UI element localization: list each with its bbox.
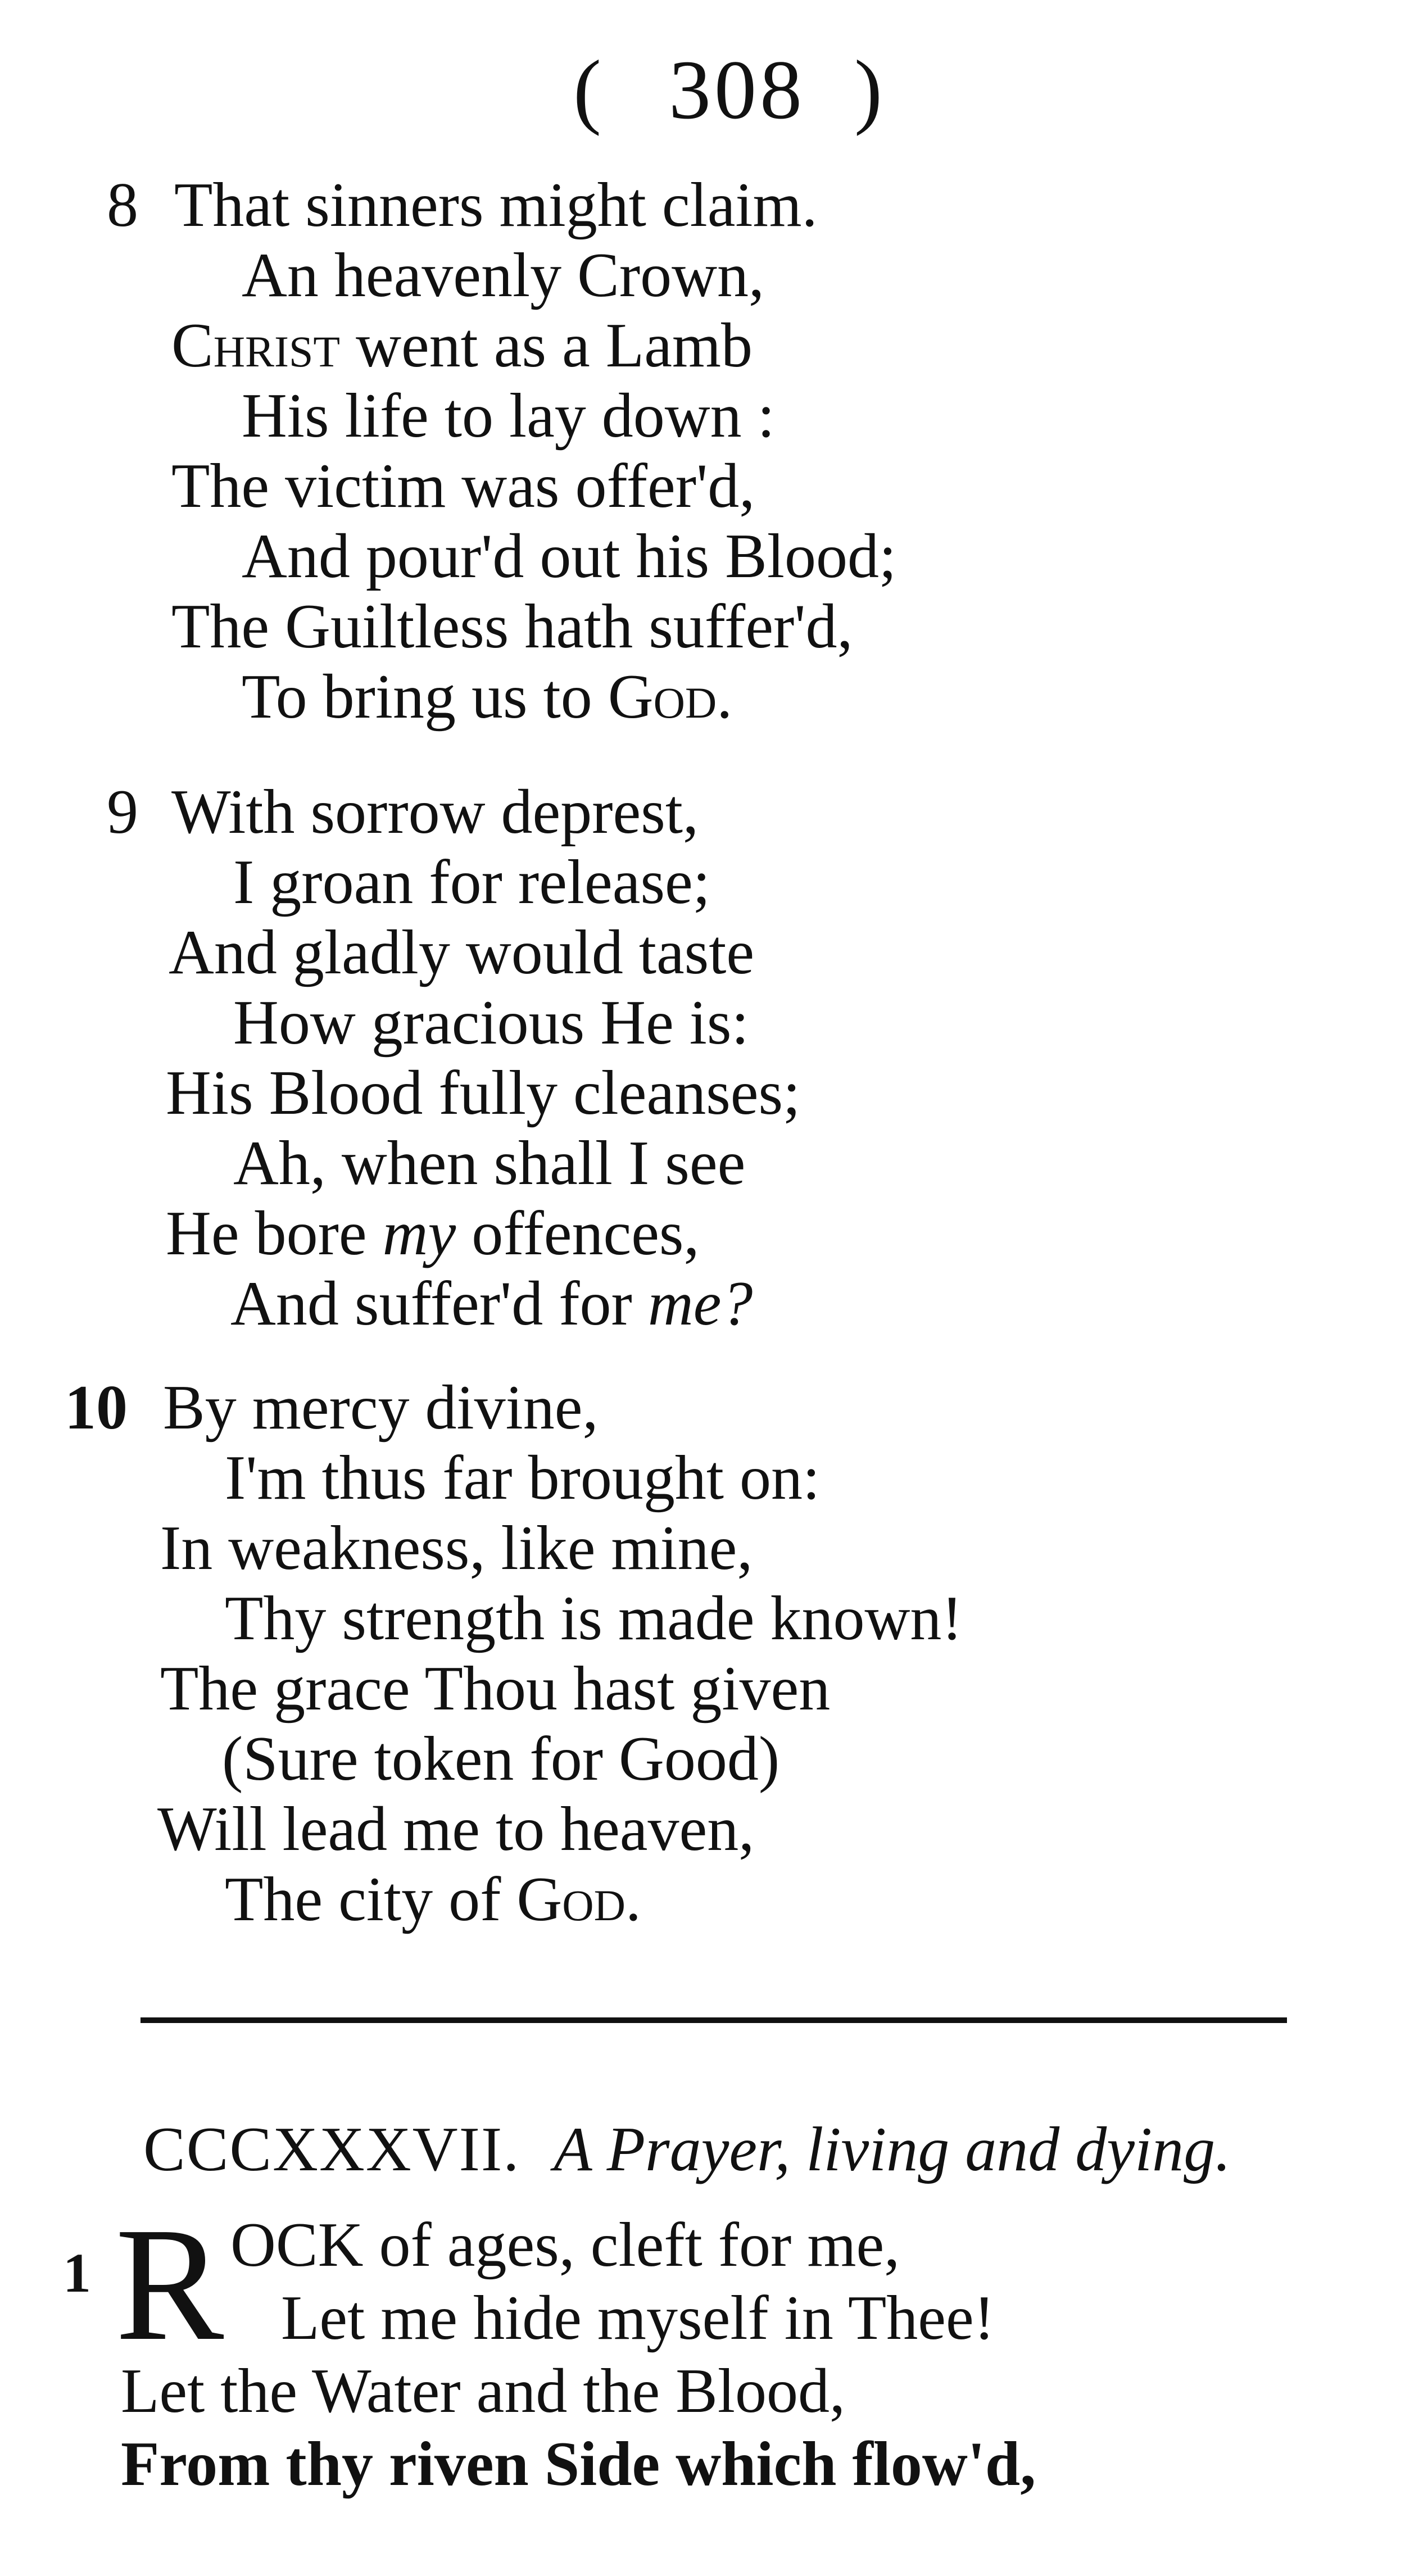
verse-line: How gracious He is: (233, 988, 749, 1058)
verse-number: 1 (63, 2242, 91, 2304)
verse-line: The victim was offer'd, (171, 451, 755, 521)
italic-word: my (382, 1199, 456, 1268)
verse-number: 8 (107, 170, 138, 240)
small-caps-word: God (516, 1865, 626, 1934)
hymn-line: Let me hide myself in Thee! (281, 2283, 995, 2353)
verse-line: Christ went as a Lamb (171, 311, 753, 380)
verse-line: Ah, when shall I see (233, 1128, 746, 1198)
small-caps-word: God (608, 662, 717, 732)
section-divider (140, 2017, 1287, 2023)
verse-line: That sinners might claim. (174, 170, 818, 240)
verse-line: By mercy divine, (163, 1373, 599, 1443)
hymn-line: OCK of ages, cleft for me, (230, 2210, 900, 2280)
hymn-line: From thy riven Side which flow'd, (121, 2429, 1036, 2499)
verse-line: The Guiltless hath suffer'd, (171, 592, 853, 661)
verse-line: I'm thus far brought on: (225, 1443, 821, 1513)
hymn-number: CCCXXXVII. (143, 2115, 520, 2184)
verse-number: 9 (107, 777, 138, 847)
page-number-open-paren: ( (573, 43, 605, 137)
drop-cap: R (115, 2194, 224, 2374)
hymn-line: Let the Water and the Blood, (121, 2356, 845, 2426)
verse-line: And gladly would taste (169, 918, 755, 987)
verse-line: He bore my offences, (166, 1199, 700, 1268)
verse-line: His Blood fully cleanses; (166, 1058, 801, 1128)
verse-line: With sorrow deprest, (171, 777, 699, 847)
small-caps-word: Christ (171, 311, 341, 380)
page-number-value: 308 (669, 43, 805, 137)
hymn-subtitle: A Prayer, living and dying. (554, 2115, 1231, 2184)
verse-line: (Sure token for Good) (222, 1724, 780, 1794)
verse-line: Will lead me to heaven, (157, 1794, 755, 1864)
verse-number: 10 (65, 1373, 128, 1443)
verse-line: The city of God. (225, 1865, 641, 1934)
page-number-close-paren: ) (854, 43, 886, 137)
verse-line: His life to lay down : (242, 381, 775, 451)
italic-word: me (647, 1269, 722, 1339)
verse-line: Thy strength is made known! (225, 1584, 963, 1653)
hymn-heading (143, 2113, 1380, 2186)
verse-line: To bring us to God. (242, 662, 733, 732)
verse-line: An heavenly Crown, (242, 241, 765, 310)
verse-line: And pour'd out his Blood; (242, 521, 897, 591)
verse-line: The grace Thou hast given (160, 1654, 831, 1724)
verse-line: And suffer'd for me? (230, 1269, 753, 1339)
verse-line: In weakness, like mine, (160, 1513, 753, 1583)
verse-line: I groan for release; (233, 847, 710, 917)
